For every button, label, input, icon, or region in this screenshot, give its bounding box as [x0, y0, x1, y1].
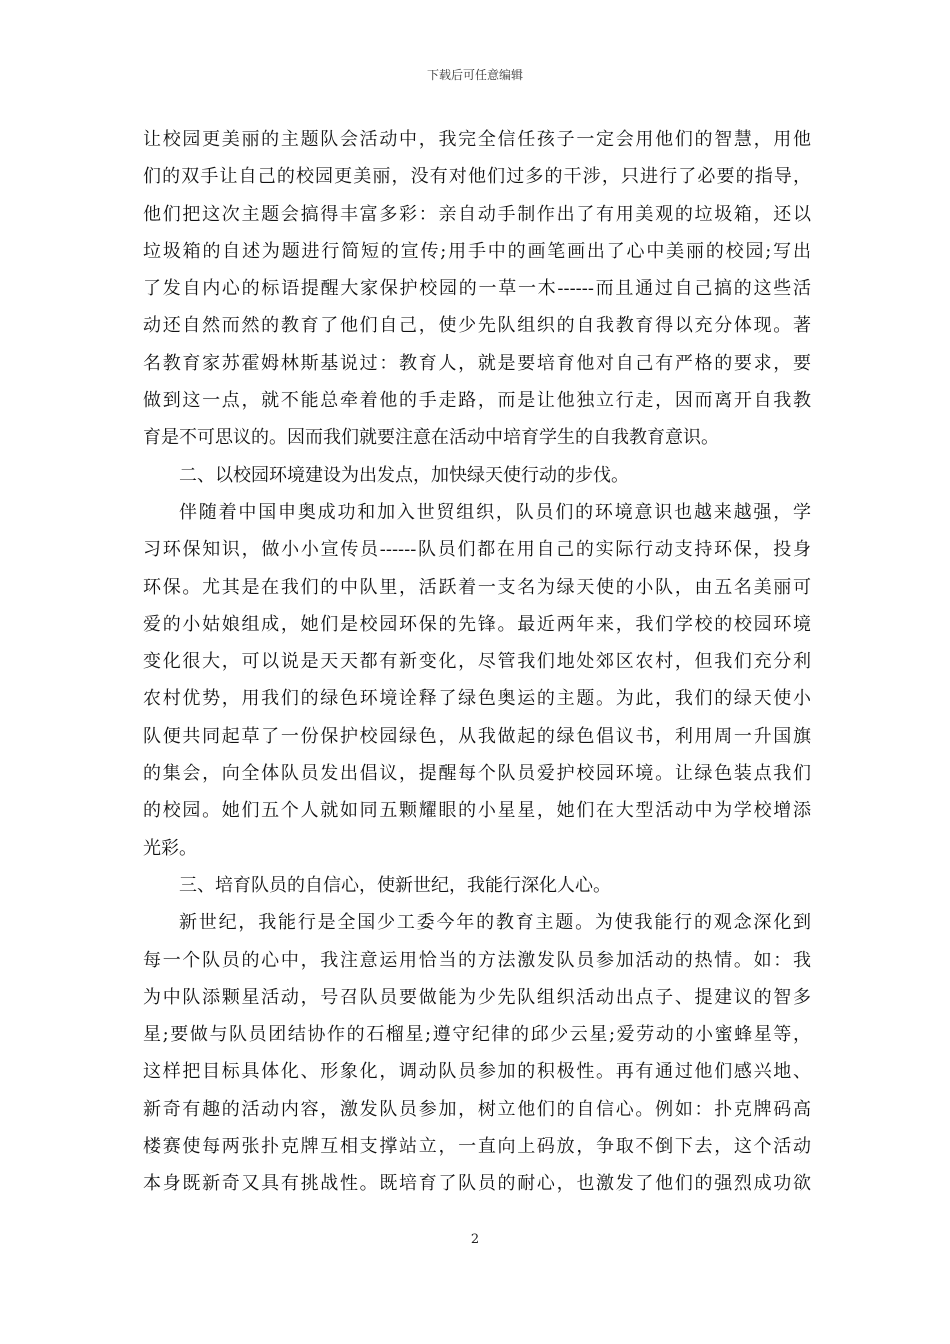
text-line: 的集会，向全体队员发出倡议，提醒每个队员爱护校园环境。让绿色装点我们: [143, 763, 811, 785]
text-line: 环保。尤其是在我们的中队里，活跃着一支名为绿天使的小队，由五名美丽可: [143, 576, 811, 598]
text-line: 们的双手让自己的校园更美丽，没有对他们过多的干涉，只进行了必要的指导，: [143, 166, 811, 188]
text-line: 每一个队员的心中，我注意运用恰当的方法激发队员参加活动的热情。如：我: [143, 949, 811, 971]
text-line: 了发自内心的标语提醒大家保护校园的一草一木------而且通过自己搞的这些活: [143, 278, 811, 300]
text-line: 星;要做与队员团结协作的石榴星;遵守纪律的邱少云星;爱劳动的小蜜蜂星等，: [143, 1024, 811, 1046]
text-line: 这样把目标具体化、形象化，调动队员参加的积极性。再有通过他们感兴地、: [143, 1061, 811, 1083]
text-line: 变化很大，可以说是天天都有新变化，尽管我们地处郊区农村，但我们充分利: [143, 651, 811, 673]
text-line: 二、以校园环境建设为出发点，加快绿天使行动的步伐。: [179, 464, 629, 486]
text-line: 伴随着中国申奥成功和加入世贸组织，队员们的环境意识也越来越强，学: [179, 501, 811, 523]
text-line: 他们把这次主题会搞得丰富多彩：亲自动手制作出了有用美观的垃圾箱，还以: [143, 203, 811, 225]
text-line: 的校园。她们五个人就如同五颗耀眼的小星星，她们在大型活动中为学校增添: [143, 800, 811, 822]
text-line: 育是不可思议的。因而我们就要注意在活动中培育学生的自我教育意识。: [143, 427, 719, 449]
document-body: [143, 121, 811, 1203]
text-line: 新奇有趣的活动内容，激发队员参加，树立他们的自信心。例如：扑克牌码高: [143, 1098, 811, 1120]
text-line: 队便共同起草了一份保护校园绿色，从我做起的绿色倡议书，利用周一升国旗: [143, 725, 811, 747]
text-line: 习环保知识，做小小宣传员------队员们都在用自己的实际行动支持环保，投身: [143, 539, 811, 561]
text-line: 光彩。: [143, 837, 197, 859]
page-number: 2: [470, 1232, 480, 1247]
text-line: 让校园更美丽的主题队会活动中，我完全信任孩子一定会用他们的智慧，用他: [143, 129, 811, 150]
text-line: 做到这一点，就不能总牵着他的手走路，而是让他独立行走，因而离开自我教: [143, 390, 811, 412]
text-line: 新世纪，我能行是全国少工委今年的教育主题。为使我能行的观念深化到: [179, 912, 811, 934]
text-line: 爱的小姑娘组成，她们是校园环保的先锋。最近两年来，我们学校的校园环境: [143, 613, 811, 635]
text-line: 名教育家苏霍姆林斯基说过：教育人，就是要培育他对自己有严格的要求，要: [143, 352, 811, 374]
text-line: 动还自然而然的教育了他们自己，使少先队组织的自我教育得以充分体现。著: [143, 315, 811, 337]
text-line: 三、培育队员的自信心，使新世纪，我能行深化人心。: [179, 874, 611, 896]
text-line: 垃圾箱的自述为题进行简短的宣传;用手中的画笔画出了心中美丽的校园;写出: [143, 240, 811, 262]
text-line: 楼赛使每两张扑克牌互相支撑站立，一直向上码放，争取不倒下去，这个活动: [143, 1136, 811, 1158]
text-line: 本身既新奇又具有挑战性。既培育了队员的耐心，也激发了他们的强烈成功欲: [143, 1173, 811, 1195]
text-line: 为中队添颗星活动，号召队员要做能为少先队组织活动出点子、提建议的智多: [143, 986, 811, 1008]
page-header: 下载后可任意编辑: [426, 68, 523, 82]
text-line: 农村优势，用我们的绿色环境诠释了绿色奥运的主题。为此，我们的绿天使小: [143, 688, 811, 710]
